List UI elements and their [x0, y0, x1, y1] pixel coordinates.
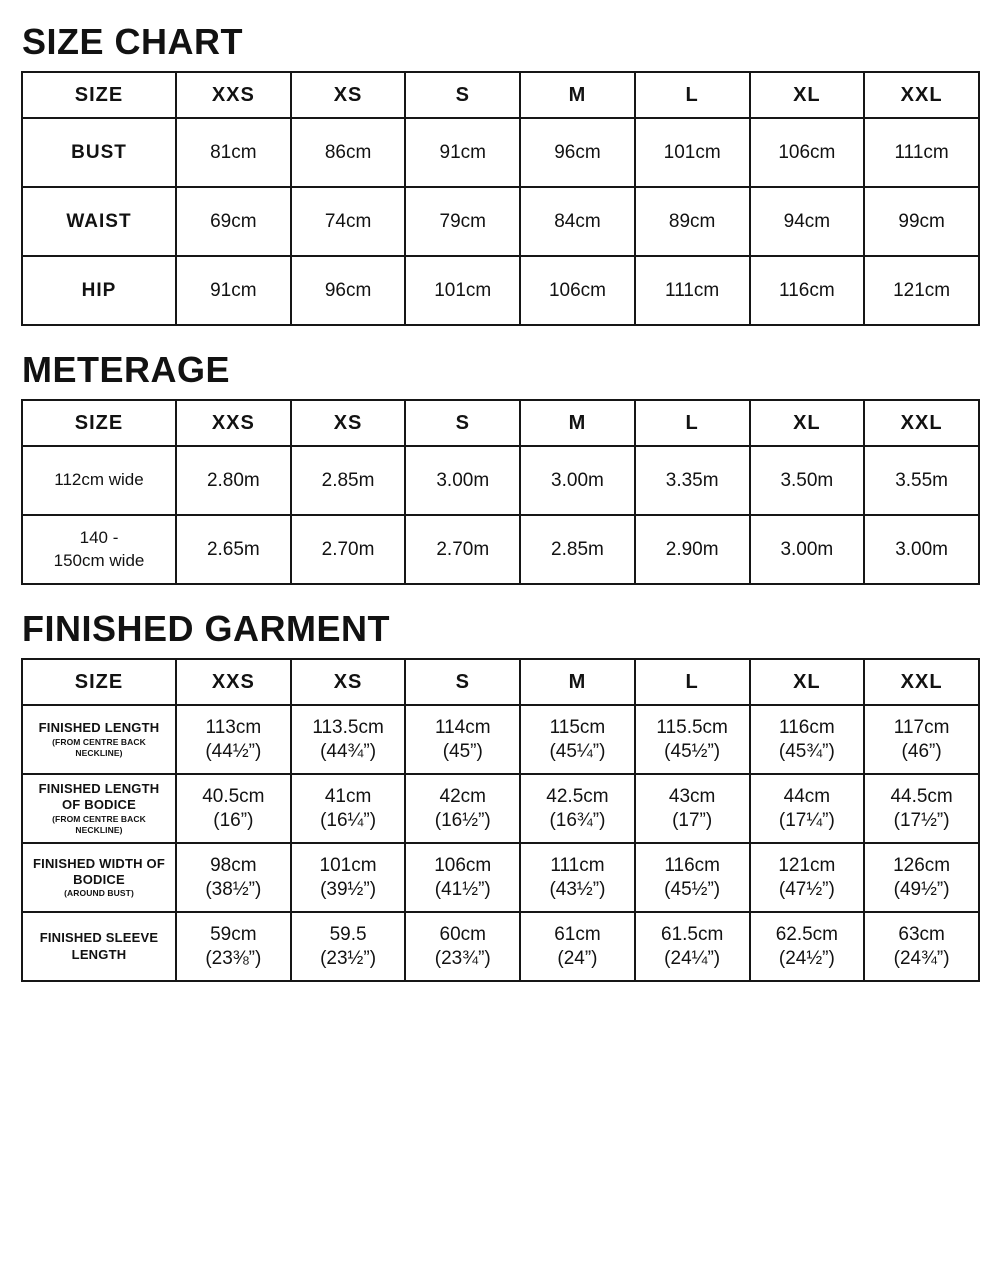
table-row — [22, 446, 979, 515]
data-cell: 101cm (39½”) — [291, 843, 406, 912]
data-cell: 3.00m — [405, 446, 520, 515]
size-column-header: XXL — [864, 659, 979, 705]
data-cell: 99cm — [864, 187, 979, 256]
data-cell: 69cm — [176, 187, 291, 256]
finished-garment-table — [21, 658, 980, 982]
data-cell: 106cm — [750, 118, 865, 187]
size-column-header: L — [635, 400, 750, 446]
data-cell: 115cm (45¼”) — [520, 705, 635, 774]
data-cell: 91cm — [176, 256, 291, 325]
data-cell: 116cm — [750, 256, 865, 325]
data-cell: 74cm — [291, 187, 406, 256]
data-cell: 116cm (45½”) — [635, 843, 750, 912]
size-column-header: M — [520, 72, 635, 118]
data-cell: 60cm (23¾”) — [405, 912, 520, 981]
data-cell: 59cm (23⅜”) — [176, 912, 291, 981]
row-label: FINISHED SLEEVE LENGTH — [22, 912, 176, 981]
data-cell: 96cm — [520, 118, 635, 187]
data-cell: 116cm (45¾”) — [750, 705, 865, 774]
size-column-header: XL — [750, 400, 865, 446]
size-column-header: XS — [291, 400, 406, 446]
size-column-header: S — [405, 659, 520, 705]
row-label: WAIST — [22, 187, 176, 256]
section-size-chart — [21, 21, 980, 326]
data-cell: 81cm — [176, 118, 291, 187]
data-cell: 106cm (41½”) — [405, 843, 520, 912]
section-finished-garment — [21, 608, 980, 982]
size-column-header: XL — [750, 72, 865, 118]
meterage-title: METERAGE — [22, 349, 231, 390]
row-label: FINISHED LENGTH OF BODICE (FROM CENTRE BACK NECKLINE) — [22, 774, 176, 843]
section-meterage — [21, 349, 980, 585]
data-cell: 40.5cm (16”) — [176, 774, 291, 843]
data-cell: 62.5cm (24½”) — [750, 912, 865, 981]
size-column-header: XXS — [176, 72, 291, 118]
size-column-header: XL — [750, 659, 865, 705]
row-label: BUST — [22, 118, 176, 187]
size-label-header: SIZE — [22, 659, 176, 705]
data-cell: 43cm (17”) — [635, 774, 750, 843]
header-row — [22, 659, 979, 705]
table-row — [22, 118, 979, 187]
data-cell: 111cm — [635, 256, 750, 325]
data-cell: 2.70m — [405, 515, 520, 584]
data-cell: 61cm (24”) — [520, 912, 635, 981]
size-column-header: XXS — [176, 659, 291, 705]
size-column-header: M — [520, 400, 635, 446]
data-cell: 111cm (43½”) — [520, 843, 635, 912]
table-row — [22, 774, 979, 843]
data-cell: 3.00m — [520, 446, 635, 515]
size-column-header: XXL — [864, 400, 979, 446]
data-cell: 106cm — [520, 256, 635, 325]
header-row — [22, 72, 979, 118]
size-column-header: XS — [291, 72, 406, 118]
size-column-header: XXS — [176, 400, 291, 446]
data-cell: 2.90m — [635, 515, 750, 584]
header-row — [22, 400, 979, 446]
data-cell: 44cm (17¼”) — [750, 774, 865, 843]
data-cell: 121cm (47½”) — [750, 843, 865, 912]
data-cell: 114cm (45”) — [405, 705, 520, 774]
size-column-header: L — [635, 659, 750, 705]
data-cell: 3.55m — [864, 446, 979, 515]
table-row — [22, 705, 979, 774]
data-cell: 86cm — [291, 118, 406, 187]
data-cell: 3.50m — [750, 446, 865, 515]
data-cell: 98cm (38½”) — [176, 843, 291, 912]
size-column-header: S — [405, 400, 520, 446]
data-cell: 41cm (16¼”) — [291, 774, 406, 843]
data-cell: 59.5 (23½”) — [291, 912, 406, 981]
table-row — [22, 843, 979, 912]
row-label: 112cm wide — [22, 446, 176, 515]
data-cell: 117cm (46”) — [864, 705, 979, 774]
table-row — [22, 256, 979, 325]
size-chart-table — [21, 71, 980, 326]
data-cell: 91cm — [405, 118, 520, 187]
data-cell: 3.00m — [864, 515, 979, 584]
row-label: HIP — [22, 256, 176, 325]
data-cell: 101cm — [405, 256, 520, 325]
data-cell: 3.35m — [635, 446, 750, 515]
size-label-header: SIZE — [22, 72, 176, 118]
size-column-header: L — [635, 72, 750, 118]
data-cell: 96cm — [291, 256, 406, 325]
data-cell: 42cm (16½”) — [405, 774, 520, 843]
data-cell: 126cm (49½”) — [864, 843, 979, 912]
row-label: 140 - 150cm wide — [22, 515, 176, 584]
table-row — [22, 912, 979, 981]
data-cell: 79cm — [405, 187, 520, 256]
size-column-header: S — [405, 72, 520, 118]
size-chart-title: SIZE CHART — [22, 21, 243, 62]
data-cell: 111cm — [864, 118, 979, 187]
data-cell: 61.5cm (24¼”) — [635, 912, 750, 981]
data-cell: 113.5cm (44¾”) — [291, 705, 406, 774]
data-cell: 121cm — [864, 256, 979, 325]
data-cell: 94cm — [750, 187, 865, 256]
data-cell: 2.70m — [291, 515, 406, 584]
data-cell: 113cm (44½”) — [176, 705, 291, 774]
data-cell: 63cm (24¾”) — [864, 912, 979, 981]
size-label-header: SIZE — [22, 400, 176, 446]
data-cell: 101cm — [635, 118, 750, 187]
finished-garment-title: FINISHED GARMENT — [22, 608, 390, 649]
data-cell: 3.00m — [750, 515, 865, 584]
data-cell: 2.80m — [176, 446, 291, 515]
data-cell: 42.5cm (16¾”) — [520, 774, 635, 843]
size-column-header: M — [520, 659, 635, 705]
meterage-table — [21, 399, 980, 585]
table-row — [22, 515, 979, 584]
data-cell: 2.65m — [176, 515, 291, 584]
size-column-header: XXL — [864, 72, 979, 118]
data-cell: 2.85m — [520, 515, 635, 584]
row-label: FINISHED WIDTH OF BODICE (AROUND BUST) — [22, 843, 176, 912]
data-cell: 44.5cm (17½”) — [864, 774, 979, 843]
data-cell: 89cm — [635, 187, 750, 256]
data-cell: 115.5cm (45½”) — [635, 705, 750, 774]
data-cell: 84cm — [520, 187, 635, 256]
row-label: FINISHED LENGTH (FROM CENTRE BACK NECKLINE) — [22, 705, 176, 774]
data-cell: 2.85m — [291, 446, 406, 515]
table-row — [22, 187, 979, 256]
size-column-header: XS — [291, 659, 406, 705]
